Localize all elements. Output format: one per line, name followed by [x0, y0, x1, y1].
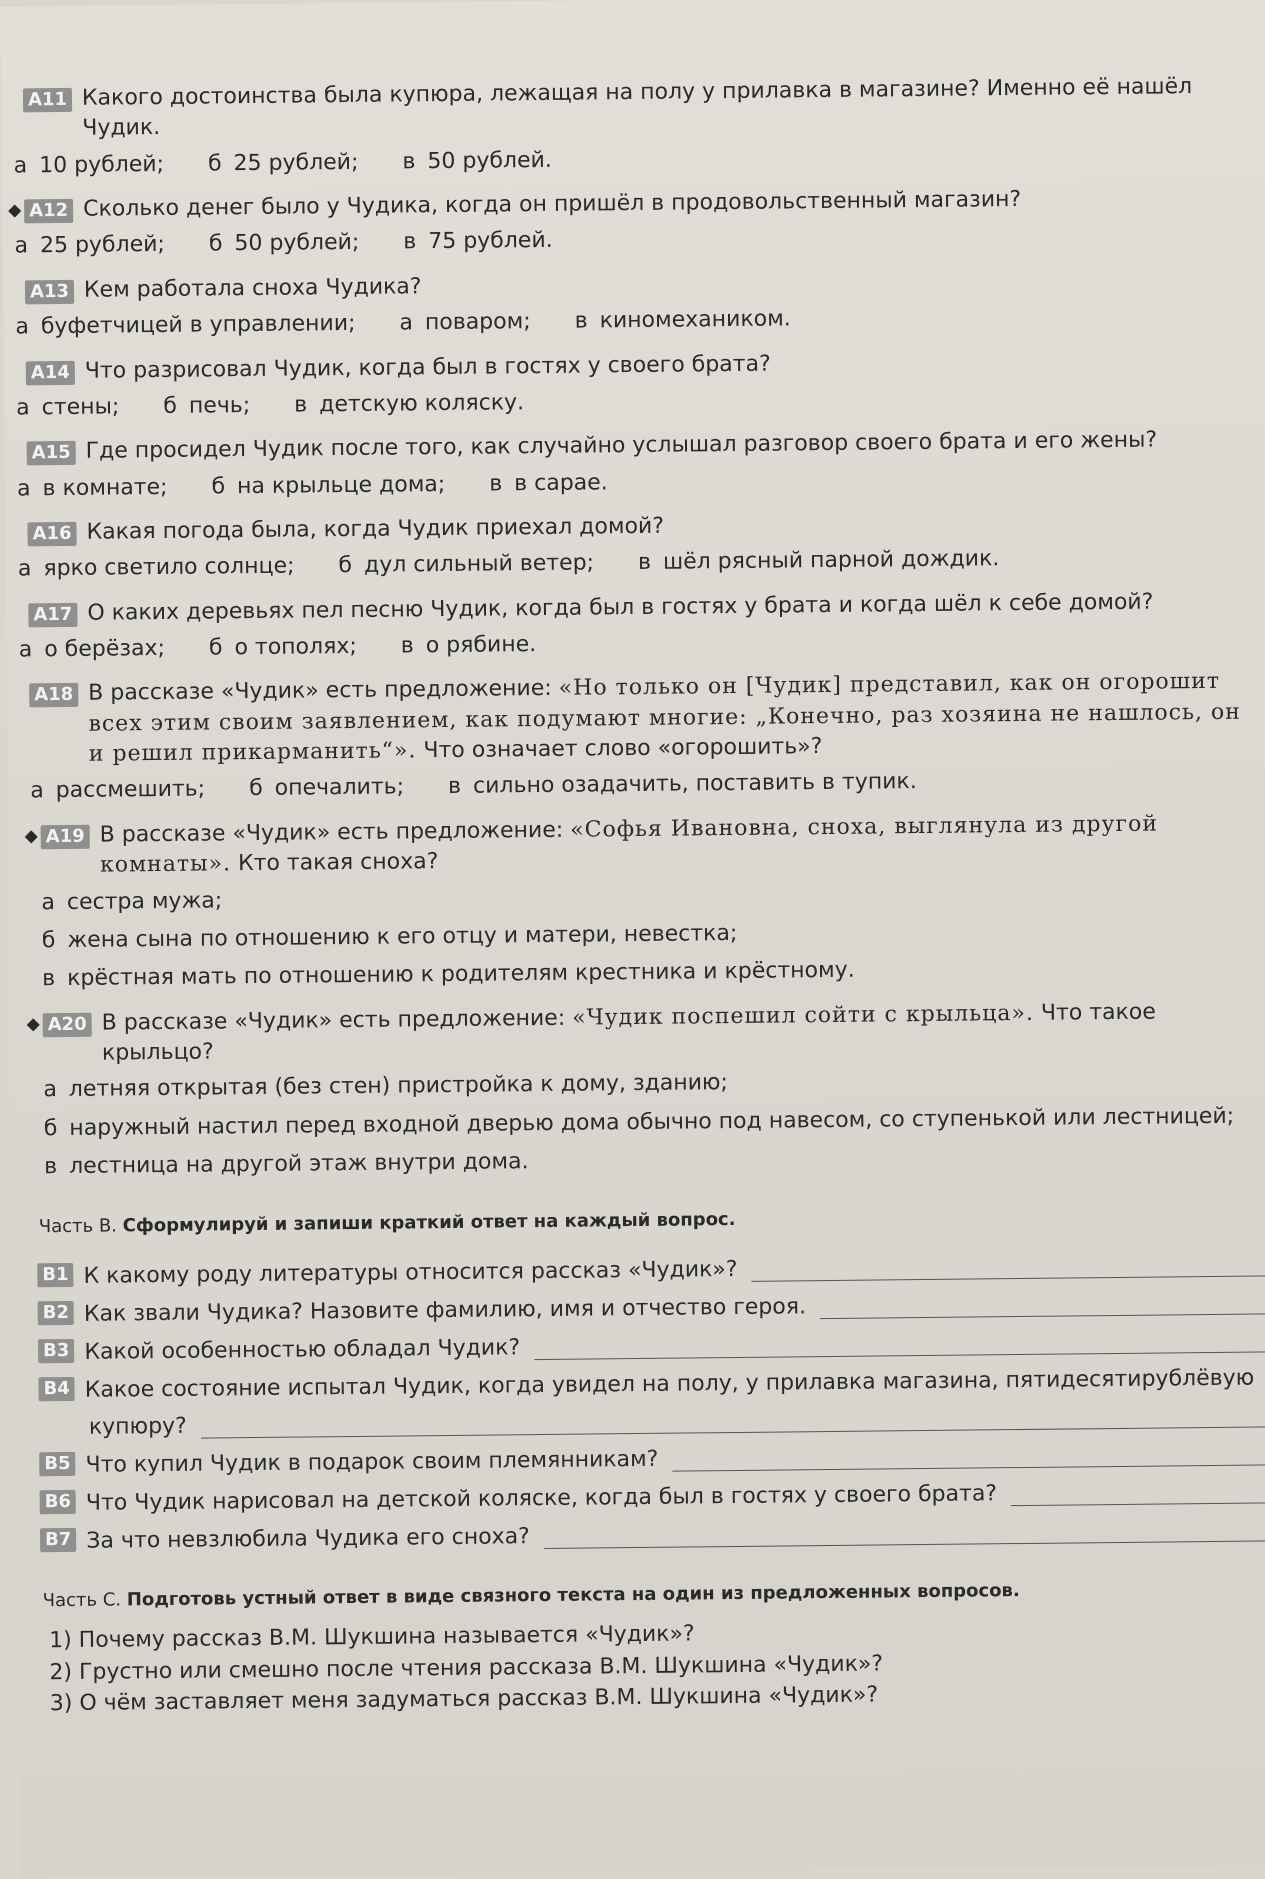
short-answer-b7 [40, 1516, 1265, 1555]
option-b: б дул сильный ветер; [338, 550, 595, 579]
question-text: Какое состояние испытал Чудик, когда увидел на полу, у прилавка магазина, пятидесятирублёвую [84, 1365, 1255, 1404]
question-a20: ◆ A20 В рассказе «Чудик» есть предложение: «Чудик поспешил сойти с крыльца». Что такое крыльцо? а летняя открытая (без стен) пристройка к дому, зданию; б наружный настил перед входной дверью дома обычно под навесом, со ступенькой или лестницей; в лестница на другой этаж внутри дома. [19, 996, 1265, 1183]
question-a19: ◆ A19 В рассказе «Чудик» есть предложение: «Софья Ивановна, сноха, выглянула из другой комнаты». Кто такая сноха? а сестра мужа; б жена сына по отношению к его отцу и матери, невестка; в крёстная мать по отношению к родителям крестника и крёстному. [17, 808, 1265, 995]
option-b: б печь; [163, 392, 251, 419]
option-c: в сильно озадачить, поставить в тупик. [447, 769, 917, 800]
question-a12 [10, 183, 1258, 263]
question-a16 [13, 505, 1261, 585]
question-text: Кто такая сноха? [237, 849, 439, 877]
question-code: A15 [27, 441, 76, 466]
option-b: а поваром; [399, 309, 531, 336]
options-row [19, 622, 1262, 665]
question-a14 [12, 344, 1260, 424]
part-instruction: Сформулируй и запиши краткий ответ на каждый вопрос. [122, 1209, 736, 1237]
list-item: 2) Грустно или смешно после чтения рассказа В.М. Шукшина «Чудик»? [49, 1651, 884, 1685]
question-text: Какого достоинства была купюра, лежащая на полу у прилавка в магазине? Именно её нашёл Чудик. [81, 74, 1193, 142]
part-c-questions [49, 1613, 1265, 1720]
options-row [16, 380, 1259, 423]
question-code: A11 [23, 88, 72, 113]
option-a: а летняя открытая (без стен) пристройка к дому, зданию; [43, 1070, 729, 1103]
short-answer-b5 [39, 1440, 1265, 1479]
options-row [17, 461, 1260, 504]
option-a: а 25 рублей; [14, 232, 166, 259]
question-code: B3 [38, 1339, 74, 1363]
question-code: B2 [38, 1301, 74, 1325]
question-quote: «Софья Ивановна, сноха, выглянула из другой комнаты». [99, 811, 1159, 878]
question-a15 [13, 425, 1261, 505]
part-c-header [43, 1578, 1265, 1612]
question-text: Какой особенностью обладал Чудик? [84, 1335, 521, 1366]
question-a18 [15, 667, 1263, 807]
question-text: За что невзлюбила Чудика его сноха? [86, 1524, 530, 1555]
question-code: B7 [40, 1528, 76, 1552]
question-code: B1 [37, 1263, 73, 1287]
question-text: Сколько денег было у Чудика, когда он пришёл в продовольственный магазин? [83, 187, 1022, 222]
option-b: б жена сына по отношению к его отцу и матери, невестка; [41, 920, 738, 954]
question-quote: «Чудик поспешил сойти с крыльца». [572, 1000, 1035, 1031]
question-code: B6 [40, 1490, 76, 1514]
option-a: а о берёзах; [18, 635, 166, 663]
question-text: Где просидел Чудик после того, как случайно услышал разговор своего брата и его жены? [85, 427, 1158, 464]
part-instruction: Подготовь устный ответ в виде связного текста на один из предложенных вопросов. [126, 1580, 1020, 1611]
part-b-questions [21, 1251, 1265, 1555]
answer-line[interactable] [544, 1519, 1265, 1550]
options-row [18, 542, 1261, 585]
question-text: Что купил Чудик в подарок своим племянникам? [85, 1447, 659, 1479]
question-code: A17 [28, 603, 77, 628]
part-label: Часть В. [38, 1215, 118, 1238]
question-text: Как звали Чудика? Назовите фамилию, имя и отчество героя. [83, 1294, 807, 1328]
part-b-header [39, 1204, 1265, 1238]
short-answer-b1 [37, 1251, 1265, 1290]
option-b: б опечалить; [249, 774, 405, 802]
question-text: Какая погода была, когда Чудик приехал домой? [86, 513, 665, 545]
question-text: Что Чудик нарисовал на детской коляске, когда был в гостях у своего брата? [85, 1481, 998, 1517]
question-text: купюру? [88, 1414, 187, 1441]
option-a: а буфетчицей в управлении; [15, 311, 356, 340]
short-answer-b6 [40, 1478, 1265, 1517]
option-a: а ярко светило солнце; [17, 553, 295, 582]
answer-line[interactable] [820, 1292, 1265, 1320]
option-c: в 50 рублей. [402, 147, 552, 175]
answer-line[interactable] [1011, 1481, 1265, 1507]
short-answer-b3 [38, 1327, 1265, 1366]
question-code: A12 [24, 199, 73, 224]
question-intro: В рассказе «Чудик» есть предложение: [99, 817, 564, 848]
option-c: в детскую коляску. [294, 390, 525, 418]
option-c: в в сарае. [489, 469, 608, 497]
option-c: в шёл рясный парной дождик. [637, 546, 1000, 576]
option-b: б 25 рублей; [207, 149, 359, 177]
question-intro: В рассказе «Чудик» есть предложение: [101, 1005, 566, 1036]
option-b: б наружный настил перед входной дверью дома обычно под навесом, со ступенькой или лестницей; [43, 1103, 1235, 1141]
option-b: б 50 рублей; [208, 230, 360, 257]
question-code: B5 [39, 1452, 75, 1476]
option-c: в о рябине. [400, 632, 537, 659]
question-text: Кем работала сноха Чудика? [83, 274, 422, 303]
part-a-questions [9, 71, 1262, 665]
options-row [14, 138, 1257, 181]
question-text: О каких деревьях пел песню Чудик, когда был в гостях у брата и когда шёл к себе домой? [87, 589, 1154, 626]
option-c: в крёстная мать по отношению к родителям крестника и крёстному. [42, 957, 855, 992]
question-a11 [9, 71, 1257, 181]
options-row [14, 219, 1257, 262]
diamond-icon: ◆ [8, 200, 22, 221]
options-row [15, 300, 1258, 343]
short-answer-b2 [38, 1289, 1265, 1328]
question-code: A19 [41, 825, 90, 850]
question-text: Что означает слово «огорошить»? [423, 734, 823, 764]
option-c: в 75 рублей. [403, 228, 553, 255]
question-code: A16 [27, 522, 76, 547]
question-code: A20 [43, 1012, 92, 1037]
question-a17 [14, 586, 1262, 666]
option-a: а в комнате; [16, 474, 168, 502]
question-code: A14 [26, 360, 75, 385]
part-label: Часть С. [42, 1589, 122, 1612]
option-b: б о тополях; [208, 633, 357, 661]
question-quote: «Но только он [Чудик] представил, как он огорошит всех этим своим заявлением, как подумают многие: „Конечно, раз хозяина не нашлось, он и решил прикарманить“». [88, 669, 1241, 767]
list-item: 1) Почему рассказ В.М. Шукшина называется «Чудик»? [49, 1621, 695, 1654]
question-text: К какому роду литературы относится рассказ «Чудик»? [83, 1257, 738, 1290]
answer-line[interactable] [534, 1330, 1265, 1361]
question-code: A13 [25, 280, 74, 305]
option-a: а рассмешить; [30, 776, 206, 804]
short-answer-continuation [39, 1403, 1265, 1441]
option-b: б на крыльце дома; [211, 471, 446, 500]
question-text: Что такое крыльцо? [101, 999, 1156, 1066]
option-a: а сестра мужа; [41, 887, 223, 915]
question-code: B4 [38, 1377, 74, 1401]
option-a: а 10 рублей; [13, 151, 165, 179]
question-code: A18 [29, 683, 78, 708]
answer-line[interactable] [751, 1254, 1265, 1282]
list-item: 3) О чём заставляет меня задуматься рассказ В.М. Шукшина «Чудик»? [49, 1682, 879, 1717]
answer-line[interactable] [672, 1443, 1265, 1472]
question-a13 [11, 263, 1259, 343]
option-a: а стены; [16, 394, 120, 421]
option-c: в киномехаником. [574, 306, 791, 334]
short-answer-b4 [38, 1365, 1265, 1404]
answer-line[interactable] [201, 1405, 1265, 1439]
option-c: в лестница на другой этаж внутри дома. [44, 1149, 529, 1180]
question-text: Что разрисовал Чудик, когда был в гостях у своего брата? [84, 351, 771, 384]
question-intro: В рассказе «Чудик» есть предложение: [88, 676, 552, 707]
